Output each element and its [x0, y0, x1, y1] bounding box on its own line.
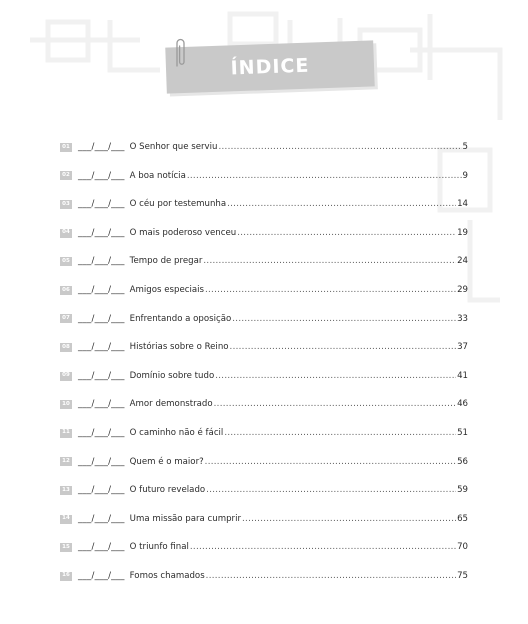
dot-leader [205, 458, 456, 467]
toc-entry [60, 190, 468, 219]
chapter-number-badge: 13 [60, 486, 72, 495]
chapter-title: Amor demonstrado [129, 399, 213, 410]
date-blank: ___/___/___ [78, 170, 125, 181]
toc-entry [60, 390, 468, 419]
page-number: 59 [457, 485, 468, 496]
chapter-title: O Senhor que serviu [129, 142, 218, 152]
toc-entry [60, 476, 468, 505]
dot-leader [237, 229, 456, 238]
dot-leader [227, 200, 456, 209]
title-banner [165, 40, 374, 93]
chapter-number-badge: 11 [60, 429, 72, 438]
toc-entry [60, 133, 468, 162]
chapter-title: Fomos chamados [129, 570, 205, 581]
dot-leader [203, 257, 456, 266]
page-number: 46 [457, 399, 468, 410]
chapter-title: O mais poderoso venceu [129, 227, 237, 238]
dot-leader [214, 400, 456, 409]
dot-leader [224, 429, 456, 438]
chapter-number-badge: 03 [60, 200, 72, 209]
chapter-title: Histórias sobre o Reino [129, 342, 229, 353]
chapter-title: Enfrentando a oposição [129, 313, 232, 324]
toc-entry [60, 505, 468, 534]
dot-leader [215, 372, 456, 381]
date-blank: ___/___/___ [78, 370, 125, 381]
chapter-number-badge: 06 [60, 286, 72, 295]
toc-entry [60, 448, 468, 477]
page-number: 70 [457, 542, 468, 553]
page-number: 65 [457, 513, 468, 524]
page-number: 29 [457, 284, 468, 295]
chapter-title: O futuro revelado [129, 485, 206, 496]
date-blank: ___/___/___ [78, 142, 125, 152]
page-number: 51 [457, 427, 468, 438]
chapter-number-badge: 08 [60, 343, 72, 352]
chapter-title: Domínio sobre tudo [129, 370, 215, 381]
chapter-number-badge: 12 [60, 457, 72, 466]
date-blank: ___/___/___ [78, 399, 125, 410]
chapter-title: Amigos especiais [129, 284, 204, 295]
date-blank: ___/___/___ [78, 256, 125, 267]
page-number: 24 [457, 256, 468, 267]
toc-entry [60, 219, 468, 248]
page-number: 9 [462, 170, 468, 181]
toc-entry [60, 419, 468, 448]
toc-entry [60, 305, 468, 334]
chapter-title: Quem é o maior? [129, 456, 204, 467]
page-number: 14 [457, 199, 468, 210]
dot-leader [242, 515, 456, 524]
toc-entry [60, 247, 468, 276]
chapter-number-badge: 04 [60, 229, 72, 238]
chapter-number-badge: 01 [60, 143, 72, 152]
dot-leader [218, 143, 461, 152]
dot-leader [187, 172, 462, 181]
page-number: 19 [457, 227, 468, 238]
toc-entry [60, 362, 468, 391]
chapter-number-badge: 09 [60, 372, 72, 381]
chapter-number-badge: 16 [60, 572, 72, 581]
date-blank: ___/___/___ [78, 513, 125, 524]
toc-entry [60, 562, 468, 591]
chapter-number-badge: 15 [60, 543, 72, 552]
date-blank: ___/___/___ [78, 485, 125, 496]
toc-entry [60, 333, 468, 362]
date-blank: ___/___/___ [78, 542, 125, 553]
date-blank: ___/___/___ [78, 456, 125, 467]
chapter-number-badge: 02 [60, 171, 72, 180]
toc-entry [60, 533, 468, 562]
chapter-title: Tempo de pregar [129, 256, 203, 267]
dot-leader [206, 486, 456, 495]
table-of-contents [60, 133, 468, 591]
chapter-title: O triunfo final [129, 542, 189, 553]
date-blank: ___/___/___ [78, 427, 125, 438]
chapter-number-badge: 14 [60, 515, 72, 524]
chapter-number-badge: 05 [60, 257, 72, 266]
dot-leader [232, 315, 456, 324]
page-number: 41 [457, 370, 468, 381]
date-blank: ___/___/___ [78, 570, 125, 581]
chapter-title: Uma missão para cumprir [129, 513, 242, 524]
dot-leader [206, 572, 456, 581]
page-number: 33 [457, 313, 468, 324]
page-title: ÍNDICE [230, 54, 310, 80]
paperclip-icon [172, 36, 188, 72]
toc-entry [60, 162, 468, 191]
date-blank: ___/___/___ [78, 313, 125, 324]
page-number: 37 [457, 342, 468, 353]
chapter-title: O céu por testemunha [129, 199, 227, 210]
toc-entry [60, 276, 468, 305]
chapter-title: O caminho não é fácil [129, 427, 224, 438]
dot-leader [205, 286, 456, 295]
chapter-title: A boa notícia [129, 170, 186, 181]
date-blank: ___/___/___ [78, 342, 125, 353]
page-number: 56 [457, 456, 468, 467]
date-blank: ___/___/___ [78, 227, 125, 238]
dot-leader [190, 543, 456, 552]
chapter-number-badge: 10 [60, 400, 72, 409]
dot-leader [230, 343, 457, 352]
date-blank: ___/___/___ [78, 199, 125, 210]
page-number: 75 [457, 570, 468, 581]
date-blank: ___/___/___ [78, 284, 125, 295]
page-number: 5 [462, 142, 468, 152]
chapter-number-badge: 07 [60, 314, 72, 323]
